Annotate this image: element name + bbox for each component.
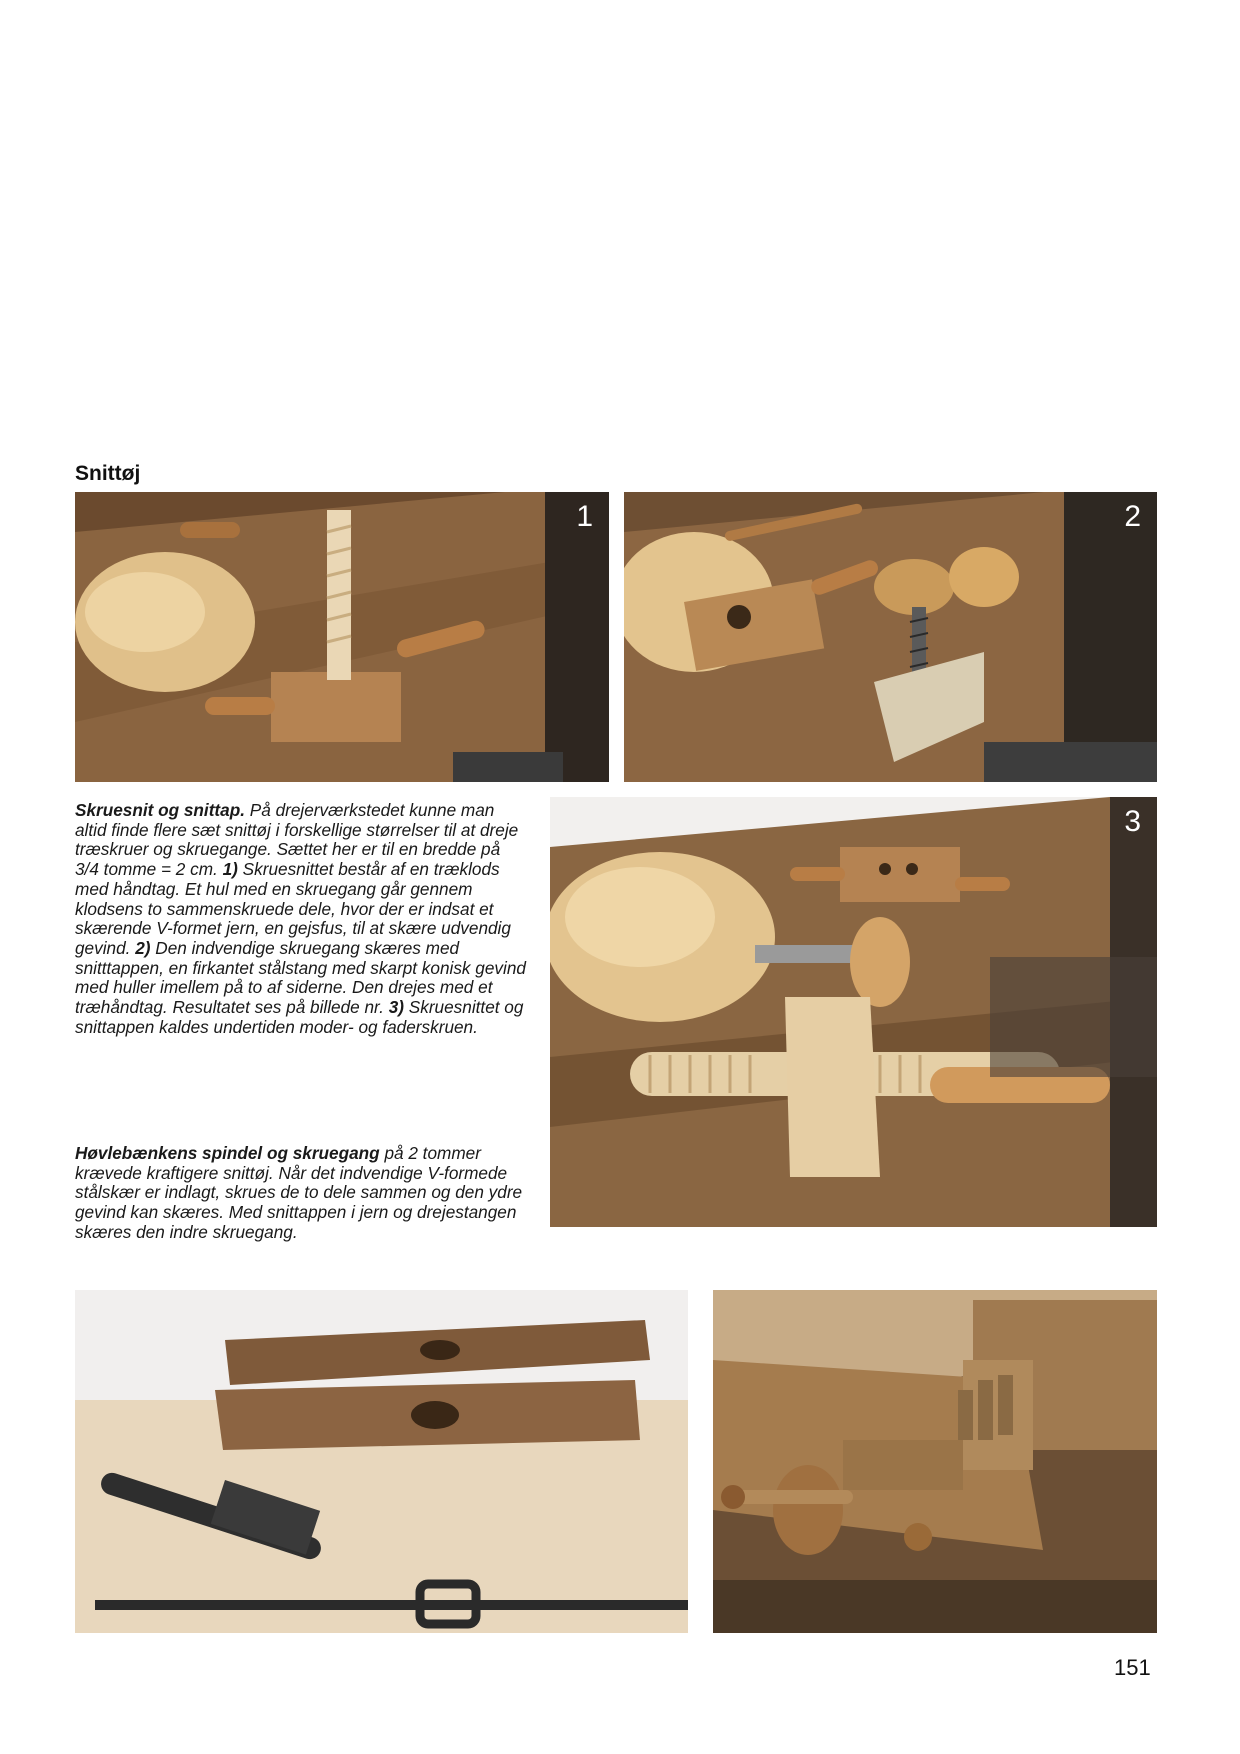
photo-number: 2 — [1124, 500, 1141, 533]
large-iron-screw-tools-photo — [75, 1290, 688, 1633]
paragraph-lead: Høvlebænkens spindel og skruegang — [75, 1143, 380, 1163]
photo-2 — [624, 492, 1157, 782]
paragraph-text: På drejerværkstedet kunne man altid finde flere sæt snittøj i forskellige størrelser til at dreje træskruer og skruegange. Sættet her er til en bredde på 3/4 tomme = 2 cm. — [75, 800, 519, 880]
photo-1 — [75, 492, 609, 782]
page-number: 151 — [1114, 1655, 1151, 1680]
paragraph-lead: Skruesnit og snittap. — [75, 800, 245, 820]
photo-number: 3 — [1124, 805, 1141, 838]
screw-box-with-thread-photo — [75, 492, 609, 782]
figure-reference: 1) — [222, 859, 238, 880]
figure-reference: 2) — [135, 937, 151, 958]
description-paragraph-1 — [75, 801, 527, 1037]
assembled-screw-photo — [550, 797, 1157, 1227]
paragraph-text: Skruesnittet og snittappen kaldes undertiden moder- og faderskruen. — [75, 997, 524, 1037]
photo-4 — [75, 1290, 688, 1633]
workbench-vice-photo — [713, 1290, 1157, 1633]
paragraph-text: Den indvendige skruegang skæres med snitttappen, en firkantet stålstang med skarpt konisk gevind med huller imellem på to af siderne. Den drejes med et træhåndtag. Resultatet ses på billede nr. — [75, 937, 526, 1018]
description-paragraph-2 — [75, 1144, 527, 1243]
paragraph-text: på 2 tommer krævede kraftigere snittøj. Når det indvendige V-formede stålskær er indlagt, skrues de to dele sammen og den ydre gevind kan skæres. Med snittappen i jern og drejestangen skæres den indre skruegang. — [75, 1143, 523, 1242]
photo-5 — [713, 1290, 1157, 1633]
figure-reference: 3) — [388, 997, 404, 1018]
section-title: Snittøj — [75, 462, 141, 485]
photo-number: 1 — [576, 500, 593, 533]
screw-box-and-tap-photo — [624, 492, 1157, 782]
photo-3 — [550, 797, 1157, 1227]
paragraph-text: Skruesnittet består af en træklods med håndtag. Et hul med en skruegang går gennem klodsens to sammenskruede dele, hvor der er indsat et skærende V-formet jern, en gejsfus, til at skære udvendig gevind. — [75, 859, 511, 958]
